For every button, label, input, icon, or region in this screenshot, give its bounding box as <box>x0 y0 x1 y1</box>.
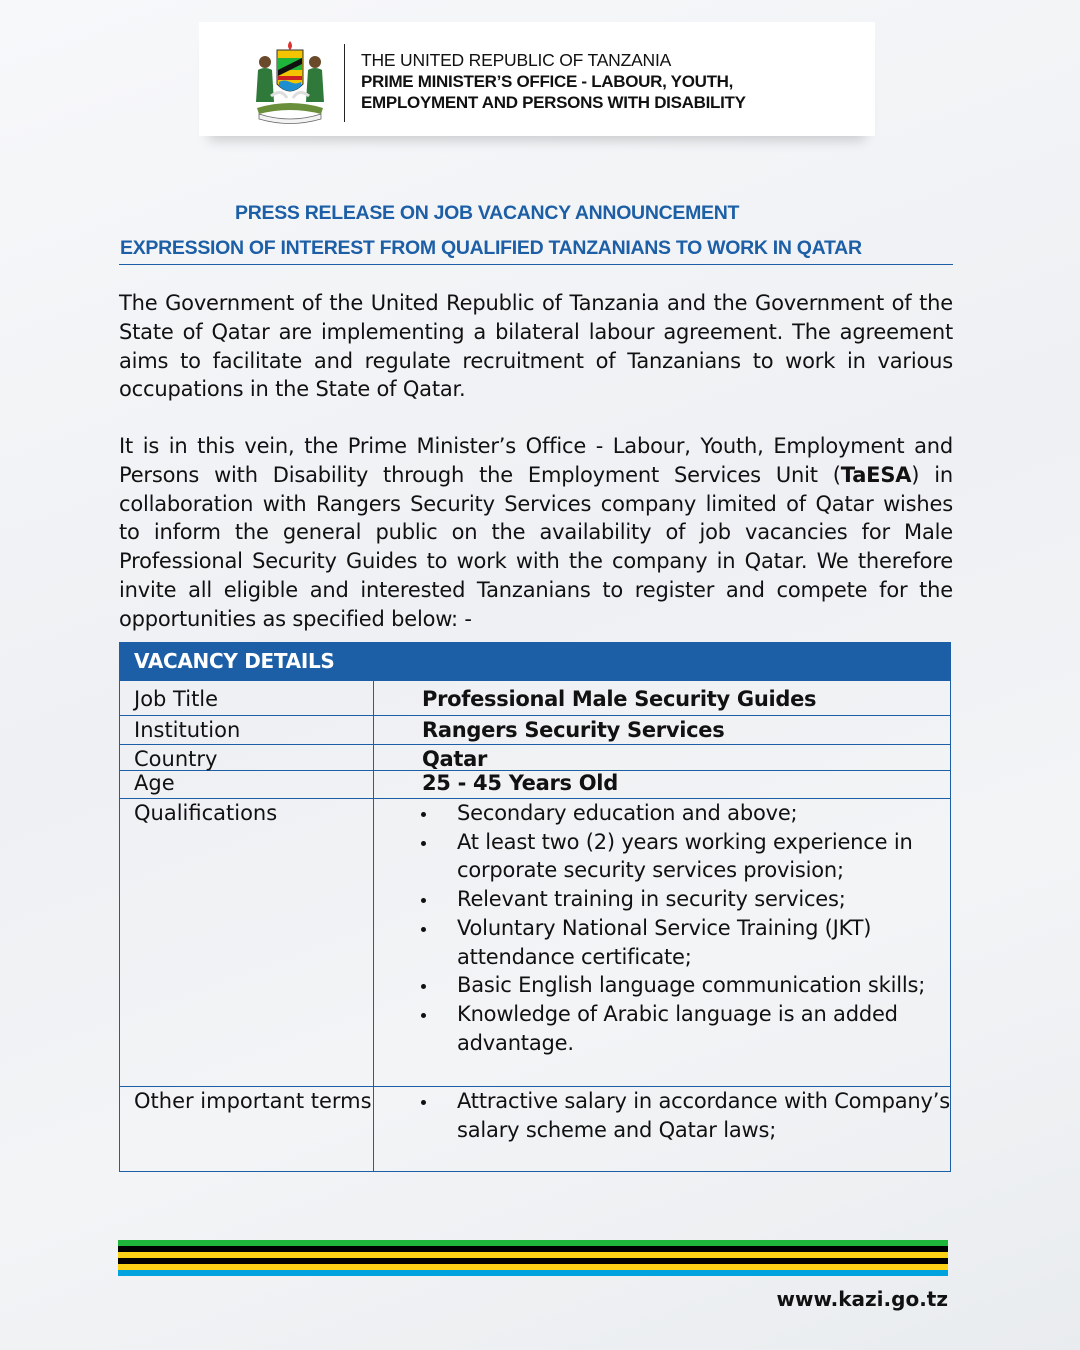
intro-paragraph: The Government of the United Republic of Tanzania and the Government of the State of Qatar are implementing a bilateral labour agreement. The agreement aims to facilitate and regulate recruitment of Tanzanians to work in various occupations in the State of Qatar. <box>119 291 953 402</box>
announcement-paragraph <box>119 432 953 634</box>
list-item: At least two (2) years working experience in corporate security services provision; <box>418 828 950 885</box>
job-title-value: Professional Male Security Guides <box>422 687 817 711</box>
announcement-text-1: It is in this vein, the Prime Minister’s Office - Labour, Youth, Employment and Persons with Disability through the Employment Services Unit ( <box>119 434 953 487</box>
table-row <box>120 798 950 1086</box>
list-item: Voluntary National Service Training (JKT) attendance certificate; <box>418 914 950 971</box>
list-item: Attractive salary in accordance with Company’s salary scheme and Qatar laws; <box>418 1087 950 1144</box>
letterhead <box>199 22 875 136</box>
table-row <box>120 680 950 715</box>
country-value: Qatar <box>422 747 488 771</box>
qualifications-list <box>418 799 950 1057</box>
press-release-subtitle: EXPRESSION OF INTEREST FROM QUALIFIED TANZANIANS TO WORK IN QATAR <box>120 237 862 259</box>
country-name: THE UNITED REPUBLIC OF TANZANIA <box>361 50 672 70</box>
header-divider <box>344 44 345 122</box>
office-name-line2: EMPLOYMENT AND PERSONS WITH DISABILITY <box>361 93 746 112</box>
announcement-text-2: ) in collaboration with Rangers Security Services company limited of Qatar wishes to inform the general public on the availability of job vacancies for Male Professional Security Guides to work with the company in Qatar. We therefore invite all eligible and interested Tanzanians to register and compete for the opportunities as specified below: - <box>119 462 953 631</box>
vacancy-details-table <box>119 642 951 1172</box>
flag-color-stripes <box>118 1240 948 1276</box>
letterhead-text <box>361 50 746 113</box>
title-underline <box>119 264 953 265</box>
other-terms-value <box>374 1087 950 1171</box>
list-item: Knowledge of Arabic language is an added advantage. <box>418 1000 950 1057</box>
age-label: Age <box>120 771 374 798</box>
office-name-line1: PRIME MINISTER’S OFFICE - LABOUR, YOUTH, <box>361 72 734 91</box>
list-item: Relevant training in security services; <box>418 885 950 914</box>
taesa-acronym: TaESA <box>840 462 912 487</box>
list-item: Basic English language communication skills; <box>418 971 950 1000</box>
country-label: Country <box>120 745 374 770</box>
table-row <box>120 744 950 770</box>
other-terms-list <box>418 1087 950 1144</box>
other-terms-label: Other important terms <box>120 1087 374 1171</box>
press-release-title: PRESS RELEASE ON JOB VACANCY ANNOUNCEMENT <box>235 202 740 224</box>
list-item: Secondary education and above; <box>418 799 950 828</box>
coat-of-arms-emblem <box>251 40 329 124</box>
qualifications-label: Qualifications <box>120 799 374 1086</box>
table-row <box>120 1086 950 1171</box>
table-row <box>120 770 950 798</box>
table-row <box>120 715 950 744</box>
age-value: 25 - 45 Years Old <box>422 771 618 795</box>
institution-value: Rangers Security Services <box>422 718 725 742</box>
job-title-label: Job Title <box>120 681 374 715</box>
qualifications-value <box>374 799 950 1086</box>
blue-stripe <box>118 1270 948 1276</box>
institution-label: Institution <box>120 716 374 744</box>
website-link[interactable]: www.kazi.go.tz <box>776 1287 948 1311</box>
table-heading: VACANCY DETAILS <box>120 643 950 680</box>
